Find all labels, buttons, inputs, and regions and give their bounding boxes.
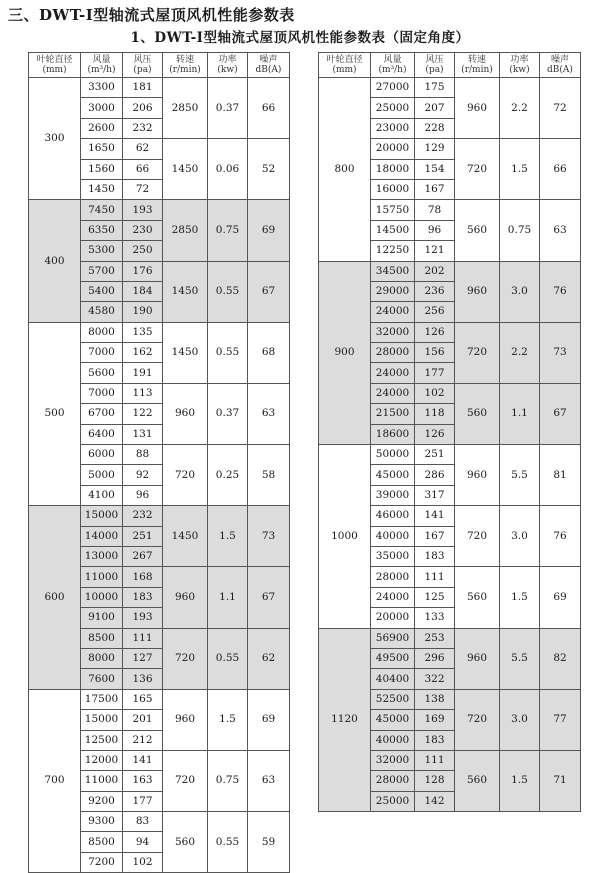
airflow-cell: 7450 xyxy=(81,200,123,220)
power-cell: 2.2 xyxy=(500,78,540,139)
noise-cell: 69 xyxy=(248,689,290,750)
noise-cell: 66 xyxy=(540,139,581,200)
airflow-cell: 32000 xyxy=(371,322,415,342)
speed-cell: 720 xyxy=(163,750,208,811)
table-row xyxy=(319,78,581,98)
airflow-cell: 16000 xyxy=(371,179,415,199)
pressure-cell: 322 xyxy=(415,669,455,689)
pressure-cell: 167 xyxy=(415,179,455,199)
pressure-cell: 193 xyxy=(123,200,163,220)
airflow-cell: 14000 xyxy=(81,526,123,546)
airflow-cell: 49500 xyxy=(371,648,415,668)
airflow-cell: 9300 xyxy=(81,812,123,832)
speed-cell: 720 xyxy=(455,139,500,200)
diameter-cell: 800 xyxy=(319,78,371,262)
pressure-cell: 122 xyxy=(123,404,163,424)
speed-cell: 560 xyxy=(163,812,208,873)
airflow-cell: 6700 xyxy=(81,404,123,424)
airflow-cell: 7600 xyxy=(81,669,123,689)
pressure-cell: 267 xyxy=(123,546,163,566)
pressure-cell: 136 xyxy=(123,669,163,689)
speed-cell: 960 xyxy=(163,567,208,628)
speed-cell: 1450 xyxy=(163,139,208,200)
pressure-cell: 251 xyxy=(123,526,163,546)
power-cell: 0.37 xyxy=(208,383,248,444)
airflow-cell: 9200 xyxy=(81,791,123,811)
power-cell: 0.55 xyxy=(208,812,248,873)
diameter-cell: 300 xyxy=(29,78,81,200)
pressure-cell: 154 xyxy=(415,159,455,179)
airflow-cell: 35000 xyxy=(371,546,415,566)
airflow-cell: 5700 xyxy=(81,261,123,281)
pressure-cell: 78 xyxy=(415,200,455,220)
pressure-cell: 83 xyxy=(123,812,163,832)
noise-cell: 69 xyxy=(540,567,581,628)
table-row xyxy=(319,445,581,465)
pressure-cell: 230 xyxy=(123,220,163,240)
airflow-cell: 11000 xyxy=(81,567,123,587)
pressure-cell: 286 xyxy=(415,465,455,485)
speed-cell: 720 xyxy=(455,506,500,567)
pressure-cell: 256 xyxy=(415,302,455,322)
airflow-header: 风量 (m³/h) xyxy=(371,53,415,78)
pressure-cell: 126 xyxy=(415,424,455,444)
power-cell: 3.0 xyxy=(500,506,540,567)
power-cell: 1.1 xyxy=(208,567,248,628)
power-cell: 0.37 xyxy=(208,78,248,139)
airflow-cell: 20000 xyxy=(371,139,415,159)
noise-cell: 76 xyxy=(540,261,581,322)
pressure-cell: 190 xyxy=(123,302,163,322)
pressure-cell: 191 xyxy=(123,363,163,383)
airflow-cell: 18000 xyxy=(371,159,415,179)
noise-cell: 63 xyxy=(248,383,290,444)
speed-cell: 560 xyxy=(455,567,500,628)
power-cell: 1.1 xyxy=(500,383,540,444)
airflow-cell: 20000 xyxy=(371,608,415,628)
pressure-cell: 131 xyxy=(123,424,163,444)
power-cell: 1.5 xyxy=(500,567,540,628)
pressure-cell: 135 xyxy=(123,322,163,342)
airflow-cell: 32000 xyxy=(371,750,415,770)
airflow-cell: 45000 xyxy=(371,465,415,485)
noise-cell: 66 xyxy=(248,78,290,139)
pressure-cell: 207 xyxy=(415,98,455,118)
power-cell: 0.55 xyxy=(208,261,248,322)
noise-cell: 73 xyxy=(540,322,581,383)
noise-cell: 52 xyxy=(248,139,290,200)
pressure-cell: 156 xyxy=(415,343,455,363)
pressure-cell: 96 xyxy=(415,220,455,240)
pressure-cell: 184 xyxy=(123,281,163,301)
noise-cell: 71 xyxy=(540,750,581,811)
pressure-cell: 141 xyxy=(415,506,455,526)
pressure-cell: 66 xyxy=(123,159,163,179)
pressure-cell: 168 xyxy=(123,567,163,587)
power-header: 功率 (kw) xyxy=(500,53,540,78)
airflow-cell: 39000 xyxy=(371,485,415,505)
noise-cell: 77 xyxy=(540,689,581,750)
pressure-cell: 121 xyxy=(415,241,455,261)
airflow-cell: 3300 xyxy=(81,78,123,98)
pressure-cell: 183 xyxy=(415,730,455,750)
pressure-cell: 232 xyxy=(123,118,163,138)
airflow-cell: 10000 xyxy=(81,587,123,607)
pressure-cell: 253 xyxy=(415,628,455,648)
diameter-header: 叶轮直径 (mm) xyxy=(319,53,371,78)
table-row xyxy=(319,628,581,648)
airflow-cell: 50000 xyxy=(371,445,415,465)
airflow-cell: 15750 xyxy=(371,200,415,220)
airflow-cell: 7000 xyxy=(81,343,123,363)
airflow-cell: 12250 xyxy=(371,241,415,261)
speed-cell: 720 xyxy=(455,322,500,383)
speed-cell: 960 xyxy=(455,445,500,506)
pressure-cell: 127 xyxy=(123,648,163,668)
noise-cell: 68 xyxy=(248,322,290,383)
pressure-cell: 162 xyxy=(123,343,163,363)
speed-cell: 960 xyxy=(455,261,500,322)
airflow-cell: 8000 xyxy=(81,648,123,668)
pressure-cell: 133 xyxy=(415,608,455,628)
airflow-cell: 28000 xyxy=(371,343,415,363)
speed-cell: 560 xyxy=(455,383,500,444)
pressure-cell: 236 xyxy=(415,281,455,301)
airflow-cell: 4580 xyxy=(81,302,123,322)
airflow-cell: 13000 xyxy=(81,546,123,566)
table-row xyxy=(29,200,290,220)
airflow-cell: 28000 xyxy=(371,771,415,791)
airflow-cell: 6400 xyxy=(81,424,123,444)
power-cell: 0.06 xyxy=(208,139,248,200)
airflow-cell: 1560 xyxy=(81,159,123,179)
airflow-header: 风量 (m³/h) xyxy=(81,53,123,78)
speed-cell: 960 xyxy=(163,383,208,444)
pressure-cell: 167 xyxy=(415,526,455,546)
pressure-cell: 113 xyxy=(123,383,163,403)
table-row xyxy=(29,506,290,526)
airflow-cell: 1650 xyxy=(81,139,123,159)
pressure-cell: 118 xyxy=(415,404,455,424)
airflow-cell: 12000 xyxy=(81,750,123,770)
power-cell: 5.5 xyxy=(500,445,540,506)
pressure-cell: 102 xyxy=(123,852,163,872)
diameter-header: 叶轮直径 (mm) xyxy=(29,53,81,78)
header-row xyxy=(319,53,581,78)
power-cell: 1.5 xyxy=(208,689,248,750)
speed-cell: 2850 xyxy=(163,78,208,139)
airflow-cell: 24000 xyxy=(371,383,415,403)
airflow-cell: 12500 xyxy=(81,730,123,750)
speed-header: 转速 (r/min) xyxy=(163,53,208,78)
noise-cell: 67 xyxy=(540,383,581,444)
table-row xyxy=(29,689,290,709)
airflow-cell: 5000 xyxy=(81,465,123,485)
pressure-cell: 296 xyxy=(415,648,455,668)
pressure-cell: 165 xyxy=(123,689,163,709)
pressure-cell: 202 xyxy=(415,261,455,281)
pressure-header: 风压 (pa) xyxy=(123,53,163,78)
airflow-cell: 24000 xyxy=(371,363,415,383)
pressure-cell: 126 xyxy=(415,322,455,342)
pressure-cell: 72 xyxy=(123,179,163,199)
airflow-cell: 40400 xyxy=(371,669,415,689)
pressure-cell: 111 xyxy=(415,750,455,770)
airflow-cell: 29000 xyxy=(371,281,415,301)
power-cell: 5.5 xyxy=(500,628,540,689)
airflow-cell: 52500 xyxy=(371,689,415,709)
speed-cell: 960 xyxy=(163,689,208,750)
table-row xyxy=(29,78,290,98)
airflow-cell: 27000 xyxy=(371,78,415,98)
noise-cell: 63 xyxy=(248,750,290,811)
noise-cell: 81 xyxy=(540,445,581,506)
pressure-cell: 169 xyxy=(415,710,455,730)
noise-cell: 67 xyxy=(248,567,290,628)
diameter-cell: 1000 xyxy=(319,445,371,629)
airflow-cell: 23000 xyxy=(371,118,415,138)
pressure-cell: 193 xyxy=(123,608,163,628)
airflow-cell: 56900 xyxy=(371,628,415,648)
noise-header: 噪声 dB(A) xyxy=(540,53,581,78)
diameter-cell: 1120 xyxy=(319,628,371,812)
pressure-cell: 128 xyxy=(415,771,455,791)
pressure-cell: 183 xyxy=(123,587,163,607)
noise-cell: 72 xyxy=(540,78,581,139)
diameter-cell: 600 xyxy=(29,506,81,690)
speed-cell: 720 xyxy=(163,628,208,689)
speed-cell: 560 xyxy=(455,750,500,811)
airflow-cell: 25000 xyxy=(371,98,415,118)
pressure-cell: 183 xyxy=(415,546,455,566)
table-row xyxy=(29,322,290,342)
noise-cell: 58 xyxy=(248,445,290,506)
pressure-cell: 96 xyxy=(123,485,163,505)
pressure-cell: 129 xyxy=(415,139,455,159)
pressure-cell: 92 xyxy=(123,465,163,485)
pressure-cell: 142 xyxy=(415,791,455,811)
power-cell: 1.5 xyxy=(500,139,540,200)
noise-cell: 67 xyxy=(248,261,290,322)
noise-cell: 73 xyxy=(248,506,290,567)
airflow-cell: 6000 xyxy=(81,445,123,465)
speed-cell: 2850 xyxy=(163,200,208,261)
pressure-cell: 317 xyxy=(415,485,455,505)
diameter-cell: 900 xyxy=(319,261,371,445)
pressure-cell: 250 xyxy=(123,241,163,261)
airflow-cell: 25000 xyxy=(371,791,415,811)
power-cell: 2.2 xyxy=(500,322,540,383)
pressure-cell: 175 xyxy=(415,78,455,98)
speed-cell: 720 xyxy=(455,689,500,750)
airflow-cell: 5300 xyxy=(81,241,123,261)
airflow-cell: 14500 xyxy=(371,220,415,240)
noise-cell: 59 xyxy=(248,812,290,873)
airflow-cell: 24000 xyxy=(371,302,415,322)
speed-header: 转速 (r/min) xyxy=(455,53,500,78)
airflow-cell: 8500 xyxy=(81,832,123,852)
power-cell: 0.25 xyxy=(208,445,248,506)
airflow-cell: 40000 xyxy=(371,526,415,546)
speed-cell: 960 xyxy=(455,78,500,139)
pressure-header: 风压 (pa) xyxy=(415,53,455,78)
airflow-cell: 6350 xyxy=(81,220,123,240)
power-cell: 0.75 xyxy=(500,200,540,261)
speed-cell: 1450 xyxy=(163,506,208,567)
airflow-cell: 5400 xyxy=(81,281,123,301)
airflow-cell: 18600 xyxy=(371,424,415,444)
noise-cell: 76 xyxy=(540,506,581,567)
power-cell: 0.75 xyxy=(208,200,248,261)
pressure-cell: 177 xyxy=(415,363,455,383)
pressure-cell: 138 xyxy=(415,689,455,709)
pressure-cell: 102 xyxy=(415,383,455,403)
airflow-cell: 21500 xyxy=(371,404,415,424)
power-cell: 3.0 xyxy=(500,689,540,750)
airflow-cell: 24000 xyxy=(371,587,415,607)
speed-cell: 720 xyxy=(163,445,208,506)
airflow-cell: 15000 xyxy=(81,506,123,526)
airflow-cell: 9100 xyxy=(81,608,123,628)
table-row xyxy=(319,261,581,281)
power-cell: 0.75 xyxy=(208,750,248,811)
header-row xyxy=(29,53,290,78)
pressure-cell: 251 xyxy=(415,445,455,465)
power-cell: 0.55 xyxy=(208,322,248,383)
power-cell: 0.55 xyxy=(208,628,248,689)
pressure-cell: 228 xyxy=(415,118,455,138)
noise-cell: 63 xyxy=(540,200,581,261)
power-cell: 3.0 xyxy=(500,261,540,322)
left-performance-table xyxy=(28,52,290,873)
pressure-cell: 141 xyxy=(123,750,163,770)
speed-cell: 1450 xyxy=(163,261,208,322)
pressure-cell: 232 xyxy=(123,506,163,526)
airflow-cell: 1450 xyxy=(81,179,123,199)
airflow-cell: 3000 xyxy=(81,98,123,118)
pressure-cell: 206 xyxy=(123,98,163,118)
pressure-cell: 212 xyxy=(123,730,163,750)
right-performance-table xyxy=(318,52,581,812)
airflow-cell: 7200 xyxy=(81,852,123,872)
pressure-cell: 176 xyxy=(123,261,163,281)
speed-cell: 1450 xyxy=(163,322,208,383)
pressure-cell: 177 xyxy=(123,791,163,811)
diameter-cell: 400 xyxy=(29,200,81,322)
power-cell: 1.5 xyxy=(500,750,540,811)
noise-cell: 69 xyxy=(248,200,290,261)
power-cell: 1.5 xyxy=(208,506,248,567)
pressure-cell: 201 xyxy=(123,710,163,730)
page-title: 三、DWT-Ⅰ型轴流式屋顶风机性能参数表 xyxy=(8,6,295,24)
pressure-cell: 125 xyxy=(415,587,455,607)
airflow-cell: 40000 xyxy=(371,730,415,750)
pressure-cell: 62 xyxy=(123,139,163,159)
noise-header: 噪声 dB(A) xyxy=(248,53,290,78)
pressure-cell: 163 xyxy=(123,771,163,791)
diameter-cell: 700 xyxy=(29,689,81,873)
power-header: 功率 (kw) xyxy=(208,53,248,78)
speed-cell: 960 xyxy=(455,628,500,689)
pressure-cell: 181 xyxy=(123,78,163,98)
pressure-cell: 94 xyxy=(123,832,163,852)
table-subtitle: 1、DWT-Ⅰ型轴流式屋顶风机性能参数表（固定角度） xyxy=(130,30,470,46)
airflow-cell: 11000 xyxy=(81,771,123,791)
airflow-cell: 8500 xyxy=(81,628,123,648)
airflow-cell: 15000 xyxy=(81,710,123,730)
pressure-cell: 88 xyxy=(123,445,163,465)
noise-cell: 82 xyxy=(540,628,581,689)
airflow-cell: 45000 xyxy=(371,710,415,730)
airflow-cell: 28000 xyxy=(371,567,415,587)
airflow-cell: 46000 xyxy=(371,506,415,526)
airflow-cell: 4100 xyxy=(81,485,123,505)
airflow-cell: 5600 xyxy=(81,363,123,383)
speed-cell: 560 xyxy=(455,200,500,261)
airflow-cell: 7000 xyxy=(81,383,123,403)
airflow-cell: 34500 xyxy=(371,261,415,281)
pressure-cell: 111 xyxy=(123,628,163,648)
diameter-cell: 500 xyxy=(29,322,81,506)
pressure-cell: 111 xyxy=(415,567,455,587)
noise-cell: 62 xyxy=(248,628,290,689)
airflow-cell: 8000 xyxy=(81,322,123,342)
airflow-cell: 17500 xyxy=(81,689,123,709)
airflow-cell: 2600 xyxy=(81,118,123,138)
